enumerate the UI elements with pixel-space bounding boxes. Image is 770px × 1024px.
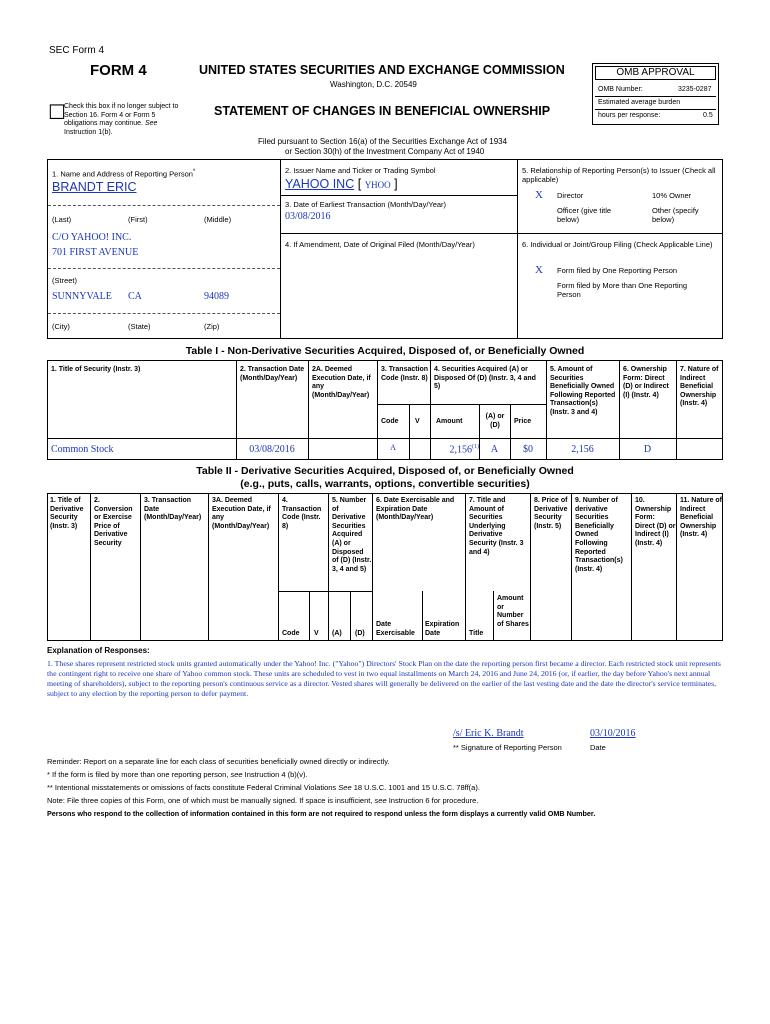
reporting-person-name[interactable]: BRANDT ERIC bbox=[52, 180, 137, 194]
table1-row-date: 03/08/2016 bbox=[249, 444, 295, 455]
table2-col5-header: 5. Number of Derivative Securities Acquired (A) or Disposed of (D) (Instr. 3, 4 and 5) bbox=[332, 497, 372, 573]
address-line1: C/O YAHOO! INC. bbox=[52, 232, 132, 243]
table2-exercisable-subheader: Date Exercisable bbox=[376, 621, 415, 637]
agency-city: Washington, D.C. 20549 bbox=[330, 80, 417, 89]
table1-amount-subheader: Amount bbox=[436, 418, 463, 425]
note-file-copies-instr: Instruction 6 for procedure. bbox=[388, 796, 479, 805]
table1-col1-header: 1. Title of Security (Instr. 3) bbox=[51, 366, 141, 373]
address-city: SUNNYVALE bbox=[52, 291, 112, 302]
table2-shares-subheader: Amount or Number of Shares bbox=[497, 595, 529, 628]
note-file-copies-see: see bbox=[374, 796, 387, 805]
table1-col3-header: 3. Transaction Code (Instr. 8) bbox=[381, 366, 429, 382]
earliest-transaction-label: 3. Date of Earliest Transaction (Month/Day/Year) bbox=[285, 200, 447, 209]
officer-label: Officer (give title below) bbox=[557, 206, 612, 224]
table1-price-subheader: Price bbox=[514, 418, 532, 425]
table1-code-subheader: Code bbox=[381, 418, 399, 425]
table2-d-subheader: (D) bbox=[355, 630, 365, 637]
table2-subtitle: (e.g., puts, calls, warrants, options, convertible securities) bbox=[240, 478, 530, 490]
signature-date: 03/10/2016 bbox=[590, 728, 636, 739]
address-zip: 94089 bbox=[204, 291, 229, 302]
omb-hours-value: 0.5 bbox=[703, 112, 713, 119]
omb-number-label: OMB Number: bbox=[598, 86, 643, 93]
table1-col4-header: 4. Securities Acquired (A) or Disposed Of (D) (Instr. 3, 4 and 5) bbox=[434, 366, 536, 391]
one-person-check-mark[interactable]: X bbox=[535, 264, 543, 276]
checkbox-text-main: Check this box if no longer subject to Section 16. Form 4 or Form 5 obligations may continue. bbox=[64, 103, 179, 128]
table1-row-title: Common Stock bbox=[51, 444, 114, 455]
table1-row-price: $0 bbox=[523, 444, 533, 455]
director-label: Director bbox=[557, 191, 584, 200]
checkbox-see: See bbox=[144, 120, 158, 128]
table2-title: Table II - Derivative Securities Acquired, Disposed of, or Beneficially Owned bbox=[196, 465, 574, 477]
note-criminal-see: See bbox=[338, 783, 352, 792]
filed-pursuant-line1: Filed pursuant to Section 16(a) of the Securities Exchange Act of 1934 bbox=[258, 137, 508, 146]
explanation-text: 1. These shares represent restricted stock units granted automatically under the Yahoo! Inc. ("Yahoo") Directors' Stock Plan on the date the reporting person first became a director. Each restricted stock unit represents the contingent right to receive one share of Yahoo common stock. These units are scheduled to vest in two equal installments on March 24, 2016 and June 24, 2016 (or, if earlier, the day before Yahoo's next annual meeting of shareholders), subject to the reporting person's continuous service as a director. Vested shares will generally be delivered on the earlier of the last vesting date and the date the director's service terminates, subject to any election by the reporting person to defer payment. bbox=[47, 659, 721, 698]
table2-col3-header: 3. Transaction Date (Month/Day/Year) bbox=[144, 497, 202, 522]
table2-col9-header: 9. Number of derivative Securities Beneficially Owned Following Reported Transaction(s) (Instr. 4) bbox=[575, 497, 623, 573]
issuer-ticker: YHOO bbox=[364, 180, 391, 190]
street-label: (Street) bbox=[52, 276, 78, 285]
middle-name-label: (Middle) bbox=[204, 215, 232, 224]
relationship-label: 5. Relationship of Reporting Person(s) to Issuer (Check all applicable) bbox=[522, 166, 716, 184]
table1-row-code: A bbox=[390, 443, 396, 452]
reporting-person-asterisk: * bbox=[192, 168, 196, 175]
director-check-mark[interactable]: X bbox=[535, 189, 543, 201]
filing-type-label: 6. Individual or Joint/Group Filing (Check Applicable Line) bbox=[522, 240, 713, 249]
omb-number-value: 3235-0287 bbox=[678, 86, 712, 93]
table1-title: Table I - Non-Derivative Securities Acquired, Disposed of, or Beneficially Owned bbox=[185, 345, 585, 357]
form-number: FORM 4 bbox=[90, 62, 147, 79]
table1-row-form: D bbox=[643, 444, 652, 455]
table2-col1-header: 1. Title of Derivative Security (Instr. 3) bbox=[50, 497, 84, 530]
table2-col7-header: 7. Title and Amount of Securities Underlying Derivative Security (Instr. 3 and 4) bbox=[469, 497, 524, 556]
reporting-person-label bbox=[52, 167, 195, 179]
explanation-label: Explanation of Responses: bbox=[47, 646, 150, 655]
table2-col8-header: 8. Price of Derivative Security (Instr. 5) bbox=[534, 497, 568, 530]
more-persons-label: Form filed by More than One Reporting Person bbox=[557, 281, 688, 299]
omb-title: OMB APPROVAL bbox=[616, 67, 695, 78]
table2-col10-header: 10. Ownership Form: Direct (D) or Indirect (I) (Instr. 4) bbox=[635, 497, 676, 547]
table2-code-subheader: Code bbox=[282, 630, 300, 637]
signature-label: ** Signature of Reporting Person bbox=[453, 743, 562, 752]
state-label: (State) bbox=[128, 322, 151, 331]
table1-col6-header: 6. Ownership Form: Direct (D) or Indirect (I) (Instr. 4) bbox=[623, 366, 669, 399]
note-multiple-persons bbox=[47, 770, 308, 779]
checkbox-icon[interactable]: ☐ bbox=[48, 102, 66, 124]
table1-col2-header: 2. Transaction Date (Month/Day/Year) bbox=[240, 366, 305, 382]
omb-persons-notice: Persons who respond to the collection of information contained in this form are not required to respond unless the form displays a currently valid OMB Number. bbox=[47, 809, 596, 818]
table1-ad-subheader: (A) or (D) bbox=[485, 413, 505, 429]
checkbox-instruction: Instruction 1(b). bbox=[64, 128, 113, 136]
reminder-text: Reminder: Report on a separate line for each class of securities beneficially owned directly or indirectly. bbox=[47, 757, 390, 766]
issuer-bracket-close: ] bbox=[394, 177, 398, 191]
other-label: Other (specify below) bbox=[652, 206, 699, 224]
table1-row-ad: A bbox=[490, 444, 499, 455]
note-file-copies-text: Note: File three copies of this Form, one of which must be manually signed. If space is insufficient, bbox=[47, 796, 373, 805]
table2-col11-header: 11. Nature of Indirect Beneficial Ownership (Instr. 4) bbox=[680, 497, 723, 539]
ten-percent-owner-label: 10% Owner bbox=[652, 191, 692, 200]
table1-row-footnote: (1) bbox=[472, 444, 479, 450]
issuer-label: 2. Issuer Name and Ticker or Trading Symbol bbox=[285, 166, 436, 175]
signature-date-label: Date bbox=[590, 743, 606, 752]
city-label: (City) bbox=[52, 322, 70, 331]
filed-pursuant-line2: or Section 30(h) of the Investment Company Act of 1940 bbox=[285, 147, 485, 156]
table1-row-owned: 2,156 bbox=[571, 444, 594, 455]
earliest-transaction-date: 03/08/2016 bbox=[285, 211, 331, 222]
zip-label: (Zip) bbox=[204, 322, 220, 331]
note-criminal-violations bbox=[47, 783, 480, 792]
amendment-label: 4. If Amendment, Date of Original Filed (Month/Day/Year) bbox=[285, 240, 475, 249]
statement-title: STATEMENT OF CHANGES IN BENEFICIAL OWNERSHIP bbox=[214, 104, 551, 118]
note-multiple-persons-instr: Instruction 4 (b)(v). bbox=[244, 770, 308, 779]
table2-expiration-subheader: Expiration Date bbox=[425, 621, 460, 637]
table2-col6-header: 6. Date Exercisable and Expiration Date (Month/Day/Year) bbox=[376, 497, 455, 522]
omb-burden-label: Estimated average burden bbox=[598, 99, 681, 106]
sec-form-label: SEC Form 4 bbox=[49, 45, 105, 56]
table2-title-subheader: Title bbox=[469, 630, 484, 637]
checkbox-text bbox=[64, 103, 186, 137]
note-criminal-text: ** Intentional misstatements or omissions of facts constitute Federal Criminal Violations bbox=[47, 783, 337, 792]
address-state: CA bbox=[128, 291, 142, 302]
table1-col7-header: 7. Nature of Indirect Beneficial Ownership (Instr. 4) bbox=[680, 366, 719, 408]
table1-col5-header: 5. Amount of Securities Beneficially Owned Following Reported Transaction(s) (Instr. 3 and 4) bbox=[550, 366, 616, 416]
note-criminal-usc: 18 U.S.C. 1001 and 15 U.S.C. 78ff(a). bbox=[353, 783, 480, 792]
issuer-bracket-open: [ bbox=[357, 177, 362, 191]
table2-a-subheader: (A) bbox=[332, 630, 342, 637]
table1-col2a-header: 2A. Deemed Execution Date, if any (Month/Day/Year) bbox=[312, 366, 371, 399]
note-file-copies bbox=[47, 796, 478, 805]
signature-name: /s/ Eric K. Brandt bbox=[453, 728, 524, 739]
table1-row-amount-value: 2,156 bbox=[449, 444, 472, 456]
table2-col2-header: 2. Conversion or Exercise Price of Derivative Security bbox=[94, 497, 133, 547]
note-multiple-persons-see: see bbox=[230, 770, 243, 779]
address-line2: 701 FIRST AVENUE bbox=[52, 247, 139, 258]
table1-v-subheader: V bbox=[415, 418, 420, 425]
first-name-label: (First) bbox=[128, 215, 148, 224]
table2-col3a-header: 3A. Deemed Execution Date, if any (Month/Day/Year) bbox=[212, 497, 271, 530]
agency-name: UNITED STATES SECURITIES AND EXCHANGE COMMISSION bbox=[199, 63, 565, 77]
one-person-label: Form filed by One Reporting Person bbox=[557, 266, 678, 275]
table2-col4-header: 4. Transaction Code (Instr. 8) bbox=[282, 497, 322, 530]
omb-hours-label: hours per response: bbox=[598, 112, 661, 119]
table2-v-subheader: V bbox=[314, 630, 319, 637]
last-name-label: (Last) bbox=[52, 215, 72, 224]
issuer-line bbox=[285, 177, 398, 191]
note-multiple-persons-text: * If the form is filed by more than one reporting person, bbox=[47, 770, 229, 779]
issuer-name[interactable]: YAHOO INC bbox=[285, 177, 355, 191]
reporting-person-label-text: 1. Name and Address of Reporting Person bbox=[52, 169, 193, 179]
table1-row-amount bbox=[430, 444, 479, 455]
